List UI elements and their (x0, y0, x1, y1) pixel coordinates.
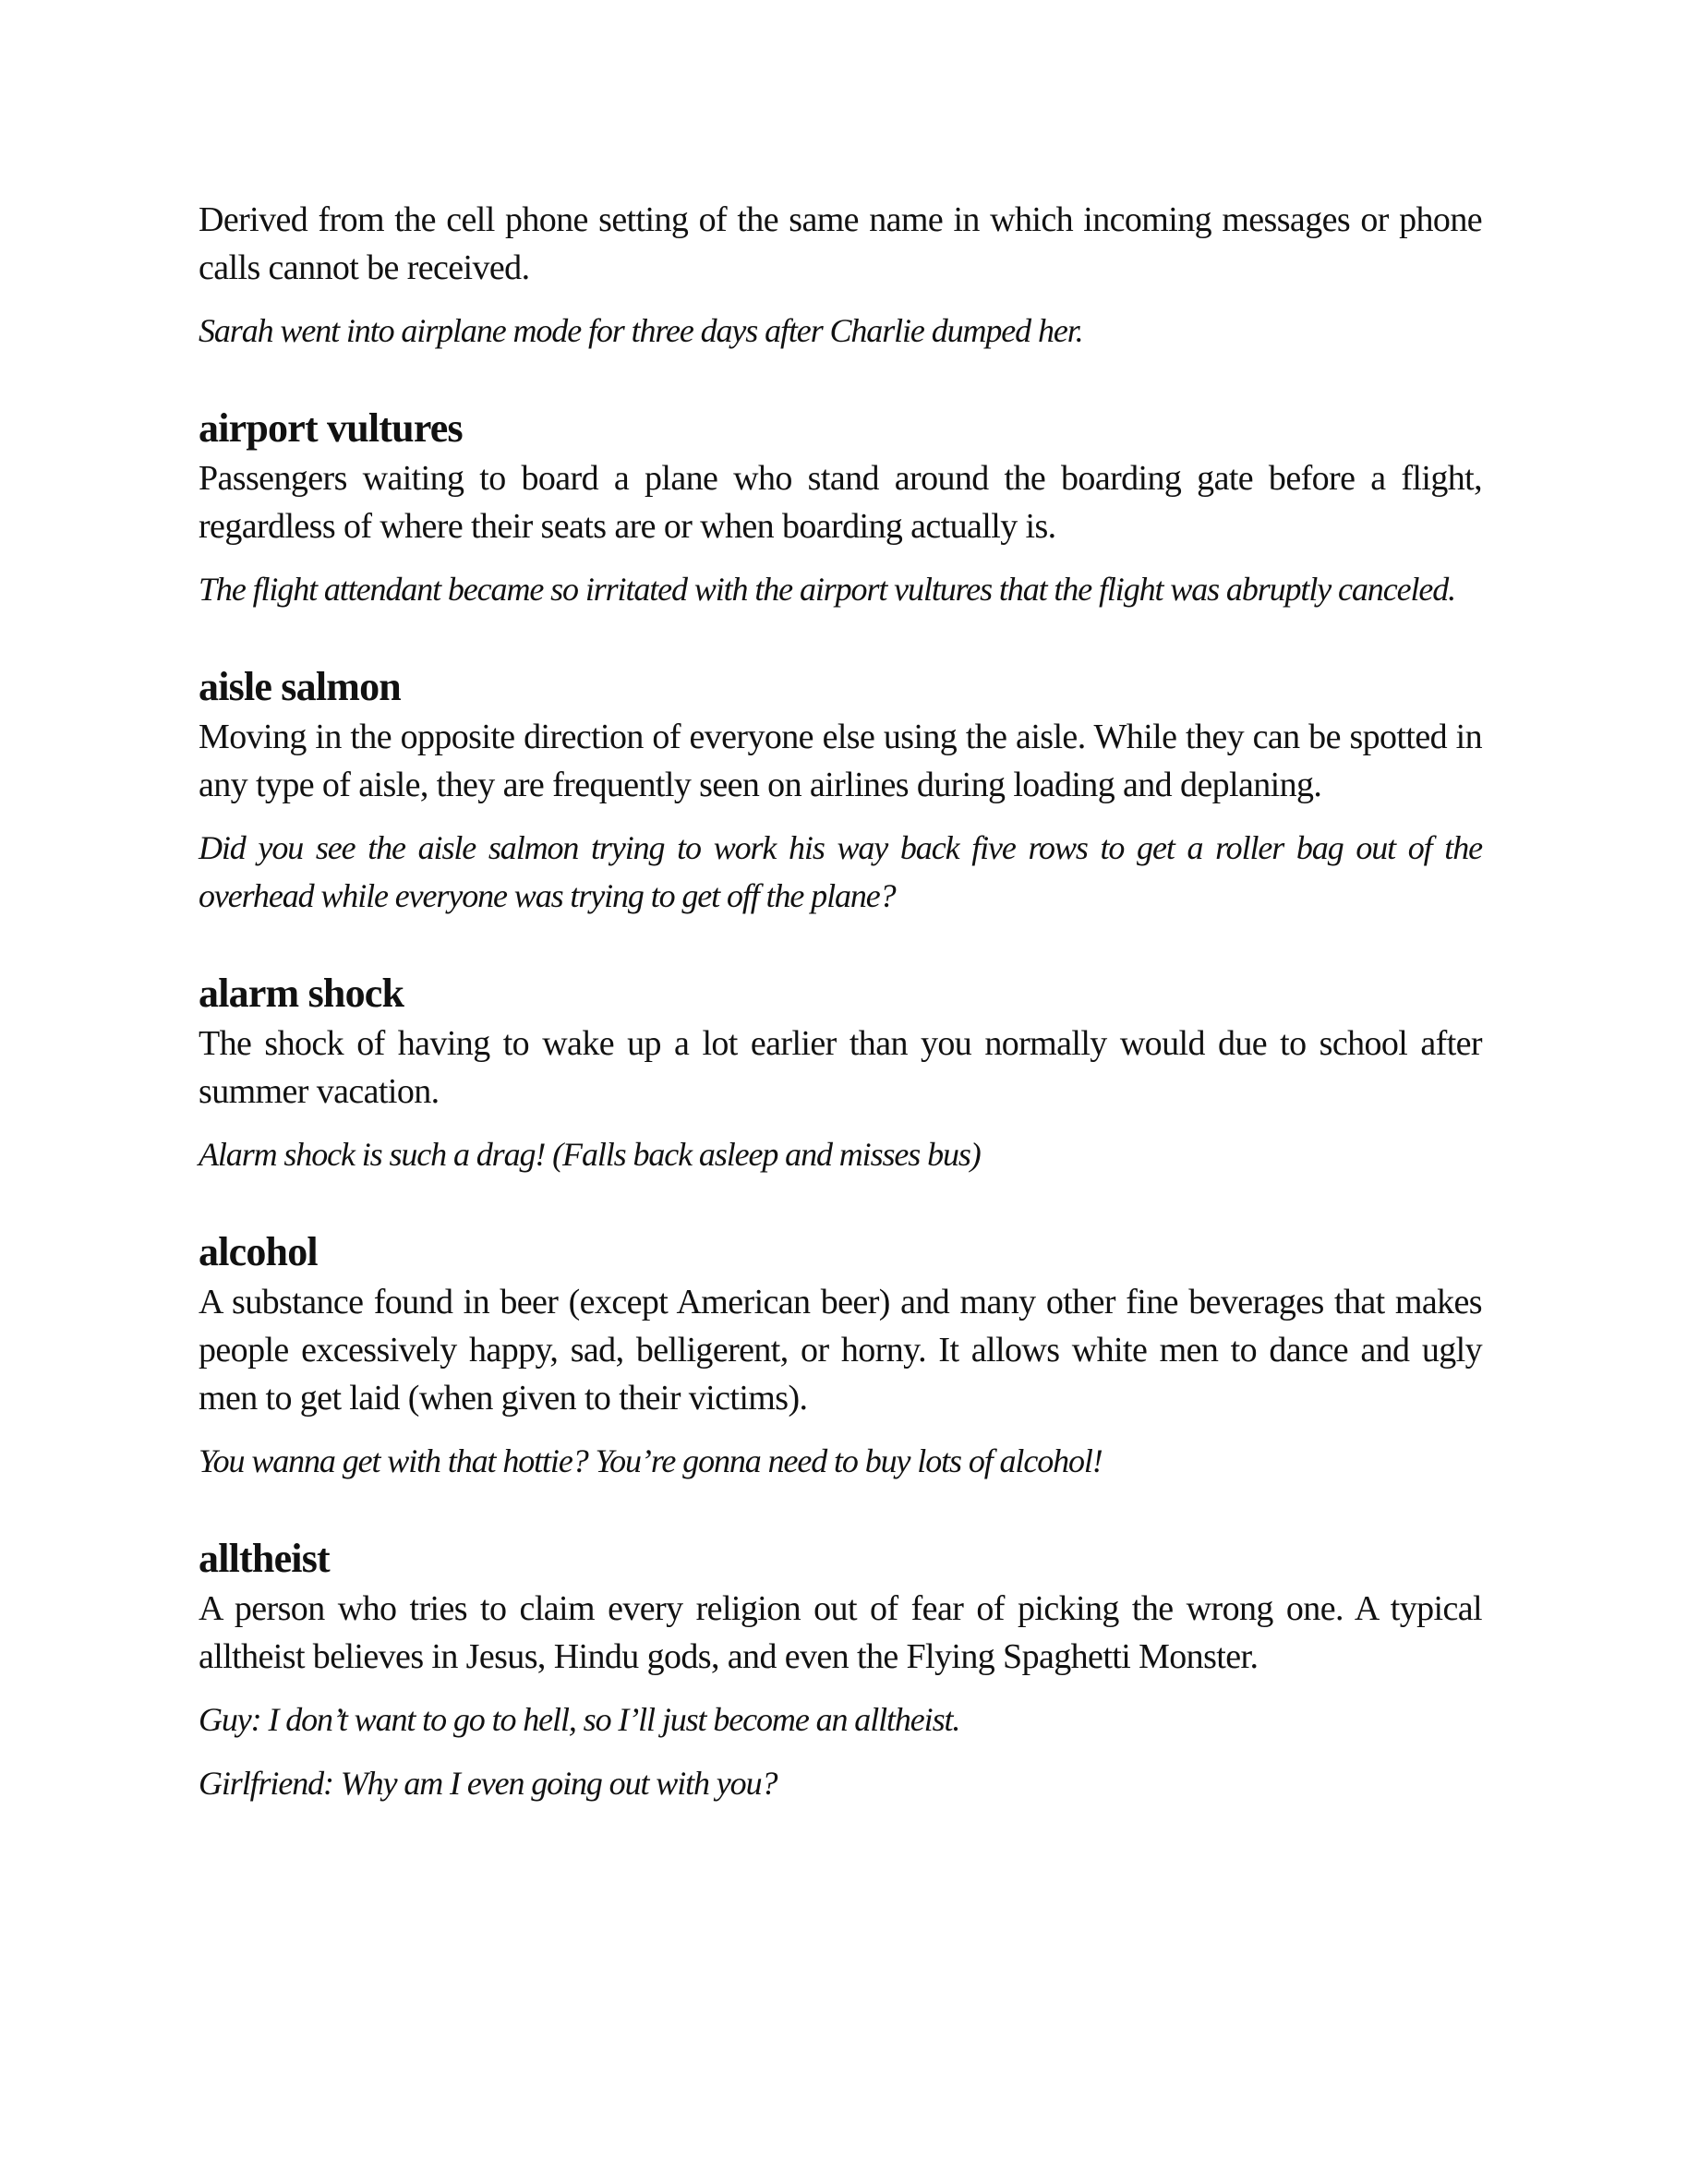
example-sentence: Did you see the aisle salmon trying to work his way back five rows to get a roller bag out of the overhead while everyone was trying to get off the plane? (199, 829, 1482, 914)
term-heading: airport vultures (199, 405, 463, 451)
entry-aisle-salmon (199, 663, 1482, 920)
definition: Passengers waiting to board a plane who stand around the boarding gate before a flight, regardless of where their seats are or when boarding actually is. (199, 459, 1482, 546)
term-heading: alcohol (199, 1229, 318, 1274)
entry-alarm-shock (199, 970, 1482, 1178)
definition: A person who tries to claim every religion out of fear of picking the wrong one. A typical alltheist believes in Jesus, Hindu gods, and even the Flying Spaghetti Monster. (199, 1589, 1482, 1676)
definition: Moving in the opposite direction of everyone else using the aisle. While they can be spotted in any type of aisle, they are frequently seen on airlines during loading and deplaning. (199, 718, 1482, 804)
entry-airport-vultures (199, 404, 1482, 613)
example-sentence: The flight attendant became so irritated with the airport vultures that the flight was abruptly canceled. (199, 571, 1456, 608)
definition: The shock of having to wake up a lot earlier than you normally would due to school after summer vacation. (199, 1024, 1482, 1111)
entry-airplane-mode-continued (199, 196, 1482, 355)
example-sentence: Sarah went into airplane mode for three days after Charlie dumped her. (199, 312, 1083, 349)
example-sentence: Alarm shock is such a drag! (Falls back asleep and misses bus) (199, 1136, 981, 1173)
example-sentence: Guy: I don’t want to go to hell, so I’ll just become an alltheist. (199, 1701, 960, 1738)
definition: Derived from the cell phone setting of the same name in which incoming messages or phone calls cannot be received. (199, 200, 1482, 287)
term-heading: alarm shock (199, 971, 404, 1016)
definition: A substance found in beer (except American beer) and many other fine beverages that makes people excessively happy, sad, belligerent, or horny. It allows white men to dance and ugly men to get laid (when given to their victims). (199, 1283, 1482, 1418)
example-sentence: Girlfriend: Why am I even going out with you? (199, 1765, 777, 1802)
entry-alltheist (199, 1535, 1482, 1807)
entry-alcohol (199, 1228, 1482, 1485)
dictionary-page (199, 196, 1482, 1807)
term-heading: aisle salmon (199, 664, 401, 709)
term-heading: alltheist (199, 1536, 330, 1581)
example-sentence: You wanna get with that hottie? You’re gonna need to buy lots of alcohol! (199, 1442, 1103, 1479)
